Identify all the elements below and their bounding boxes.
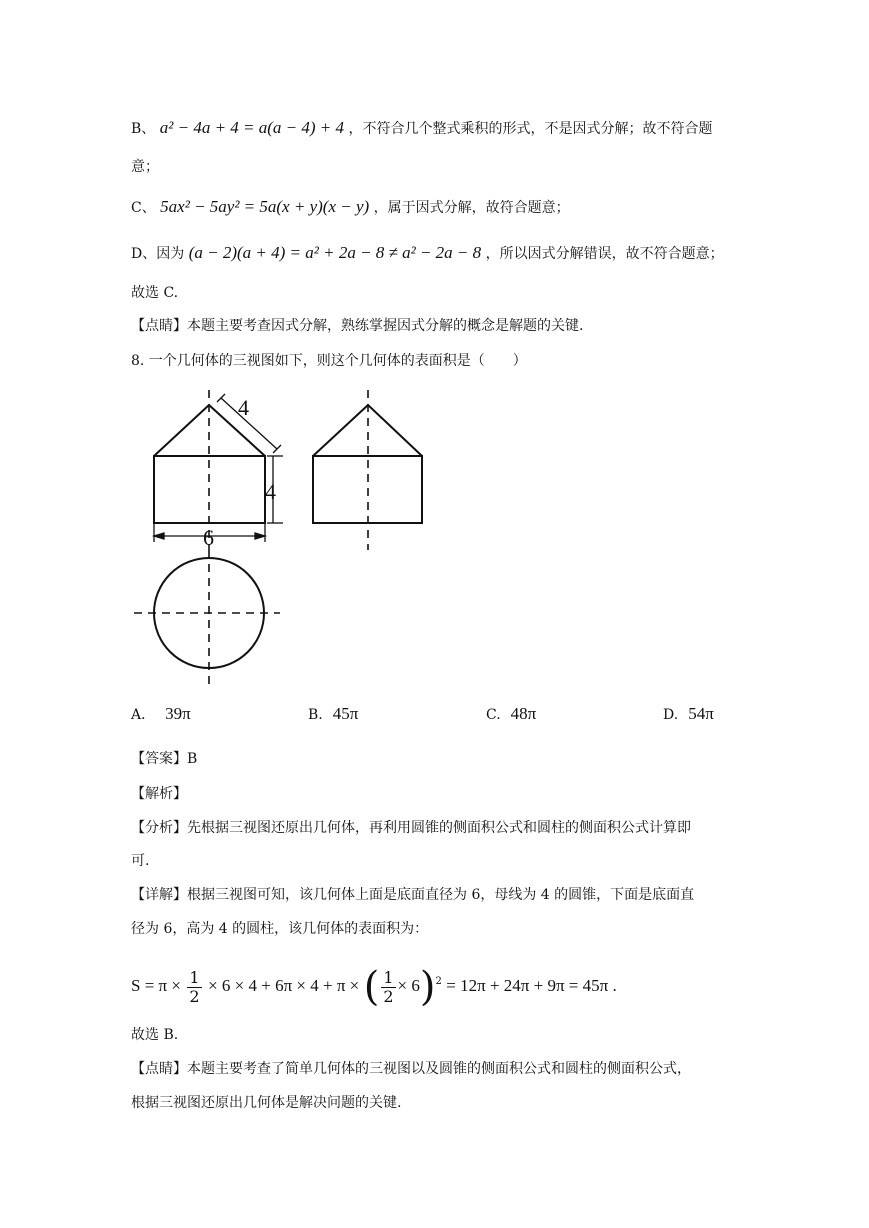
comment-line-2a: 【点睛】本题主要考查了简单几何体的三视图以及圆锥的侧面积公式和圆柱的侧面积公式， xyxy=(131,1061,691,1077)
fenxi-line-2: 可. xyxy=(131,853,150,869)
option-d-line: D、因为 (a − 2)(a + 4) = a² + 2a − 8 ≠ a² − 2a − 8 ，所以因式分解错误，故不符合题意； xyxy=(131,243,724,262)
width-label: 6 xyxy=(203,525,214,550)
xiangjie-line-1: 【详解】根据三视图可知，该几何体上面是底面直径为 6，母线为 4 的圆锥，下面是底面直 xyxy=(131,887,695,903)
option-b-line-2: 意； xyxy=(131,159,159,175)
choice-b: B. 45π xyxy=(308,704,359,723)
choose-line-1: 故选 C. xyxy=(131,285,179,301)
surface-area-formula: S = π × $\frac{1}{2}$ × 6 × 4 + 6π × 4 + π × ( $\frac{1}{2}$ × 6)$^2$ = 12π + 24π + 9π = 45π . xyxy=(131,964,617,1010)
option-b-line: B、 a² − 4a + 4 = a(a − 4) + 4 ，不符合几个整式乘积的形式，不是因式分解；故不符合题 xyxy=(131,118,713,137)
three-view-drawing xyxy=(120,385,440,695)
option-b-formula: a² − 4a + 4 = a(a − 4) + 4 xyxy=(159,118,345,137)
question-8: 8. 一个几何体的三视图如下，则这个几何体的表面积是（ ） xyxy=(131,353,527,369)
comment-line-2b: 根据三视图还原出几何体是解决问题的关键. xyxy=(131,1095,402,1111)
option-d-formula: (a − 2)(a + 4) = a² + 2a − 8 ≠ a² − 2a − 8 xyxy=(188,243,482,262)
analysis-heading: 【解析】 xyxy=(131,786,187,802)
option-c-formula: 5ax² − 5ay² = 5a(x + y)(x − y) xyxy=(160,197,370,216)
option-c-line: C、 5ax² − 5ay² = 5a(x + y)(x − y) ，属于因式分解，故符合题意； xyxy=(131,197,570,216)
fraction-half-2: $\frac{1}{2}$ xyxy=(383,967,394,1006)
choice-c: C. 48π xyxy=(486,704,537,723)
answer-line: 【答案】B xyxy=(131,751,198,767)
choice-a: A． 39π xyxy=(131,704,191,723)
slant-label: 4 xyxy=(238,395,249,420)
xiangjie-line-2: 径为 6，高为 4 的圆柱，该几何体的表面积为： xyxy=(131,921,429,937)
comment-line-1: 【点睛】本题主要考查因式分解，熟练掌握因式分解的概念是解题的关键. xyxy=(131,318,584,334)
fenxi-line-1: 【分析】先根据三视图还原出几何体，再利用圆锥的侧面积公式和圆柱的侧面积公式计算即 xyxy=(131,820,691,836)
fraction-half-1: $\frac{1}{2}$ xyxy=(189,967,200,1006)
choose-line-2: 故选 B. xyxy=(131,1027,179,1043)
choice-d: D. 54π xyxy=(663,704,714,723)
height-label: 4 xyxy=(265,479,276,504)
